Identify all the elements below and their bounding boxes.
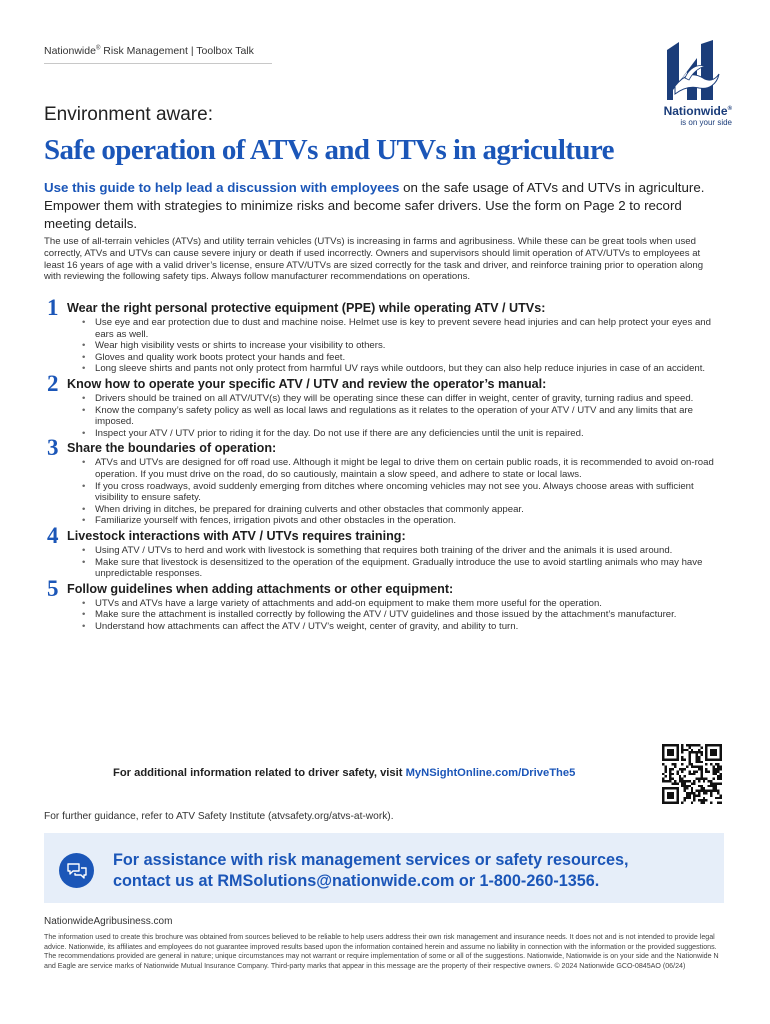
assistance-line-1: For assistance with risk management services or safety resources, [113, 851, 629, 869]
website-url[interactable]: NationwideAgribusiness.com [44, 916, 173, 927]
safety-section [44, 575, 724, 633]
assistance-message [113, 850, 629, 892]
section-number: 2 [47, 370, 59, 396]
intro-rest: on the safe usage of ATVs and UTVs in agriculture. Empower them with strategies to minimize risks and become safer drivers. Use the form on Page 2 to record meeting details. [44, 180, 705, 231]
header-brand: Nationwide [44, 45, 96, 57]
drive-the-5-link[interactable]: MyNSightOnline.com/DriveThe5 [405, 767, 576, 779]
section-bullets [67, 545, 724, 580]
eagle-n-icon [663, 38, 721, 102]
section-bullets [67, 598, 724, 633]
chat-bubbles-icon [59, 853, 94, 888]
bullet-item: • Long sleeve shirts and pants not only protect from harmful UV rays while outdoors, but they can also help reduce injuries in case of an accident. [82, 363, 724, 375]
section-number: 3 [47, 435, 59, 461]
bullet-item: • Familiarize yourself with fences, irrigation pivots and other obstacles in the operation. [82, 515, 724, 527]
bullet-item: • Make sure that livestock is desensitized to the operation of the equipment. Gradually introduce the use to avoid startling animals who may have unpredictable responses. [82, 557, 724, 580]
section-number: 1 [47, 295, 59, 320]
bullet-item: • Make sure the attachment is installed correctly by following the ATV / UTV guidelines and those issued by the attachment’s manufacturer. [82, 609, 724, 621]
section-number: 4 [47, 522, 59, 548]
bullet-item: • Use eye and ear protection due to dust and machine noise. Helmet use is key to prevent severe head injuries and can help protect your eyes and ears as well. [82, 317, 724, 340]
intro-paragraph [44, 179, 719, 233]
bullet-item: • When driving in ditches, be prepared for draining culverts and other obstacles that commonly appear. [82, 504, 724, 516]
logo-name: Nationwide [663, 104, 728, 118]
section-bullets [67, 457, 724, 527]
logo-wordmark [652, 104, 732, 118]
logo-reg: ® [727, 106, 732, 112]
assistance-banner [44, 833, 724, 903]
header-rule [44, 63, 272, 64]
safety-tips [44, 295, 724, 633]
section-heading: Follow guidelines when adding attachments or other equipment: [67, 581, 454, 596]
bullet-item: • Gloves and quality work boots protect your hands and feet. [82, 352, 724, 364]
section-heading: Know how to operate your specific ATV / UTV and review the operator’s manual: [67, 376, 547, 391]
section-bullets [67, 317, 724, 375]
nationwide-logo [652, 38, 732, 130]
bullet-item: • Wear high visibility vests or shirts to increase your visibility to others. [82, 340, 724, 352]
page-subtitle: Environment aware: [44, 104, 213, 125]
disclaimer: The information used to create this brochure was obtained from sources believed to be reliable to help users address their own risk management and insurance needs. It does not and is not intended to provide legal advice. Nationwide, its affiliates and employees do not guarantee improved results based upon the information contained herein and assume no liability in connection with the information or the provided suggestions. The recommendations provided are general in nature; unique circumstances may not warrant or require implementation of some or all of the suggestions. Nationwide, Nationwide is on your side and the Nationwide N and Eagle are service marks of Nationwide Mutual Insurance Company. Third-party marks that appear in this message are the property of their respective owners. © 2024 Nationwide GCO-0845AO (06/24) [44, 933, 719, 970]
page-title: Safe operation of ATVs and UTVs in agriculture [44, 134, 614, 166]
bullet-item: • If you cross roadways, avoid suddenly emerging from ditches where oncoming vehicles may not see you. Always choose areas with sufficient visibility to ensure safety. [82, 481, 724, 504]
bullet-item: • Understand how attachments can affect the ATV / UTV’s weight, center of gravity, and ability to turn. [82, 621, 724, 633]
safety-section [44, 435, 724, 527]
header-line [44, 45, 254, 57]
guidance-text: For further guidance, refer to ATV Safety Institute (atvsafety.org/atvs-at-work). [44, 811, 394, 822]
intro-lead: Use this guide to help lead a discussion with employees [44, 180, 400, 195]
bullet-item: • UTVs and ATVs have a large variety of attachments and add-on equipment to make them more useful for the operation. [82, 598, 724, 610]
section-heading: Wear the right personal protective equipment (PPE) while operating ATV / UTVs: [67, 301, 546, 315]
bullet-item: • Know the company’s safety policy as well as local laws and regulations as it relates to the operation of your ATV / UTV and any limits that are imposed. [82, 405, 724, 428]
section-bullets [67, 393, 724, 439]
section-heading: Share the boundaries of operation: [67, 441, 277, 456]
more-info-text: For additional information related to driver safety, visit [113, 767, 406, 779]
safety-section [44, 522, 724, 580]
header-rest: Risk Management | Toolbox Talk [100, 45, 254, 57]
section-heading: Livestock interactions with ATV / UTVs requires training: [67, 528, 406, 543]
bullet-item: • Drivers should be trained on all ATV/UTV(s) they will be operating since these can differ in weight, center of gravity, turning radius and speed. [82, 393, 724, 405]
header-reg: ® [95, 45, 101, 52]
assistance-line-2[interactable]: contact us at RMSolutions@nationwide.com or 1-800-260-1356. [113, 872, 600, 890]
bullet-item: • Inspect your ATV / UTV prior to riding it for the day. Do not use if there are any deficiencies until the unit is repaired. [82, 428, 724, 440]
body-paragraph: The use of all-terrain vehicles (ATVs) and utility terrain vehicles (UTVs) is increasing in farms and agribusiness. While these can be great tools when used correctly, ATVs and UTVs can cause severe injury or death if used incorrectly. Owners and supervisors should limit operation of ATV/UTVs to employees at least 16 years of age with a valid driver’s license, ensure ATV/UTVs are sized correctly for the task and driver, and reinforce training prior to operation along with reviewing the following safety tips. Always follow manufacturer recommendations on operations. [44, 236, 704, 283]
section-number: 5 [47, 575, 59, 601]
safety-section [44, 370, 724, 439]
bullet-item: • Using ATV / UTVs to herd and work with livestock is something that requires both training of the driver and the animals it is used around. [82, 545, 724, 557]
qr-code-icon[interactable] [662, 744, 722, 804]
more-info [113, 767, 575, 779]
safety-section [44, 295, 724, 375]
bullet-item: • ATVs and UTVs are designed for off road use. Although it might be legal to drive them on certain public roads, it is recommended to avoid on-road operation. If you must drive on the road, do so cautiously, maintain a slow speed, and adhere to state or local laws. [82, 457, 724, 480]
logo-tagline: is on your side [680, 118, 732, 127]
